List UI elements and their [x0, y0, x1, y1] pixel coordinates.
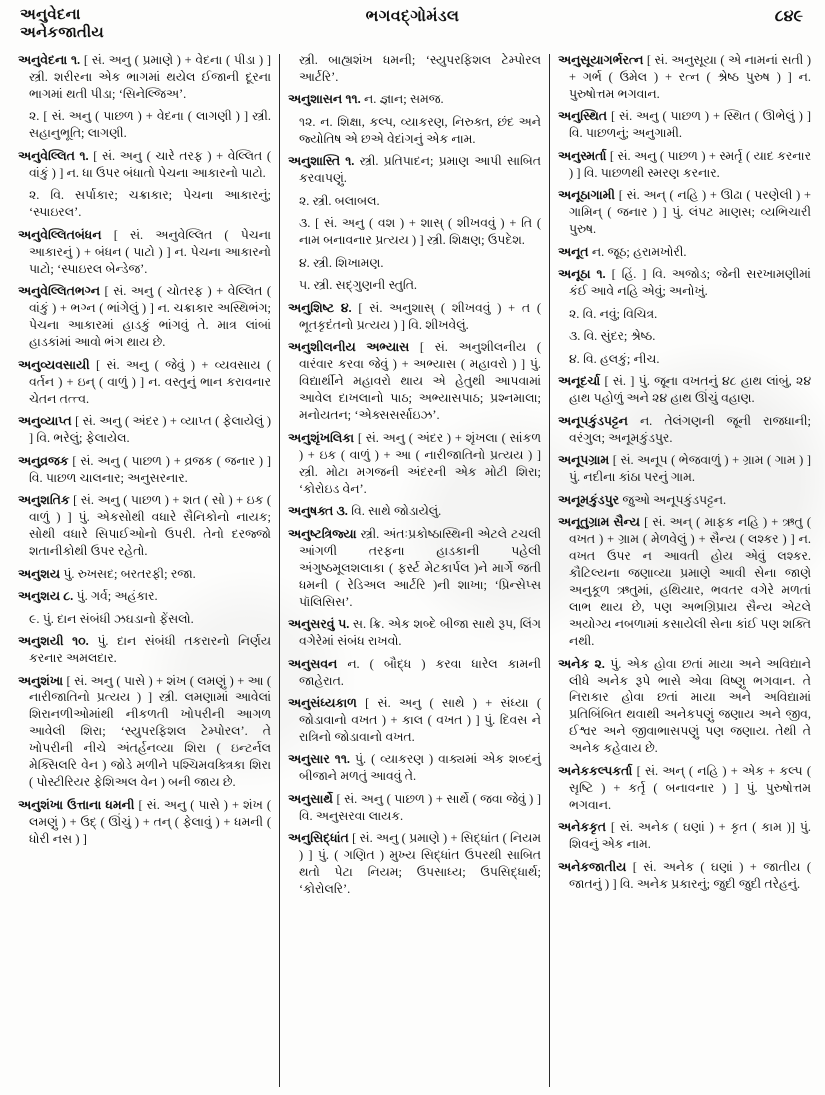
entry-definition: પું. રુખસદ; બરતરફી; રજા.: [63, 566, 196, 581]
dictionary-entry: [288, 153, 541, 187]
entry-definition: [ સં. અનુ ( જેવું ) + વ્યવસાય ( વર્તન ) + ઇન્ ( વાળું ) ] ન. વસ્તુનું ભાન કરાવનાર ચેતન તત્ત્વ.: [29, 357, 271, 406]
entry-definition: [ સં. અનુસૂયા ( એ નામનાં સતી ) + ગર્ભ ( ઉમેલ ) + રત્ન ( શ્રેષ્ઠ પુરુષ ) ] ન. પુરુષોત્તમ ભગવાન.: [569, 53, 811, 101]
entry-definition: [ સં. અનેક ( ઘણાં ) + જાતીય ( જાતનું ) ] વિ. અનેક પ્રકારનું; જુદી જુદી તરેહનું.: [569, 859, 811, 891]
dictionary-entry: [288, 114, 541, 148]
dictionary-entry: [288, 830, 541, 898]
entry-definition: ૨. [ સં. અનુ ( પાછળ ) + વેદના ( લાગણી ) ] સ્ત્રી. સહાનુભૂતિ; લાગણી.: [29, 109, 271, 141]
dictionary-entry: [558, 373, 811, 407]
entry-definition: [ સં. અનુવેલ્લિત ( પેચના આકારનું ) + બંધન ( પાટો ) ] ન. પેચના આકારનો પાટો; ‘સ્પાઇરલ બેન્ડેજ’.: [29, 227, 271, 276]
page-number: ૮૪૯: [774, 8, 803, 25]
entry-headword: અનુષક્ત ૩.: [288, 504, 348, 519]
entry-definition: [ સં. અનૂપ ( ભેજવાળું ) + ગ્રામ ( ગામ ) ] પું. નદીના કાંઠા પરનું ગામ.: [569, 453, 811, 485]
book-title: ભગવદ્ગોમંડલ: [365, 8, 460, 25]
guide-word-last: અનેકજાતીય: [20, 25, 104, 42]
dictionary-entry: [18, 453, 271, 487]
entry-headword: અનુશંખા: [18, 673, 64, 688]
entry-headword: અનુસવન: [288, 656, 338, 671]
entry-definition: [ સં. અન્ ( નહિ ) + ઊઢા ( પરણેલી ) + ગામિન્ ( જનાર ) ] પું. લંપટ માણસ; વ્યભિચારી પુરુષ.: [569, 188, 811, 237]
dictionary-entry: [288, 52, 541, 86]
dictionary-entry: [558, 413, 811, 447]
entry-definition: ૨. વિ. નવું; વિચિત્ર.: [569, 306, 658, 321]
entry-definition: જુઓ અનૂપકુંડપટ્ટન.: [622, 492, 727, 507]
dictionary-entry: [18, 283, 271, 351]
entry-headword: અનુશય: [18, 566, 61, 581]
entry-definition: [ સં. અનુ ( પ્રમાણે ) + સિદ્ધાંત ( નિયમ ) ] પું. ( ગણિત ) મુખ્ય સિદ્ધાંત ઉપરથી સાબિત થતો પેટા નિયમ; ઉપસાધ્ય; ઉપસિદ્ધાર્થ; ‘કોરોલરિ’.: [299, 831, 541, 897]
dictionary-entry: [558, 148, 811, 182]
entry-definition: [ સં. અનુ ( પાછળ ) + શત ( સો ) + ઇક ( વાળું ) ] પું. એકસોથી વધારે સૈનિકોનો નાયક; સોથી વધારે સિપાઈઓનો ઉપરી. તેનો દરજ્જો શતાનીકોથી ઉપર રહેતો.: [29, 493, 271, 559]
entry-definition: ૧૨. ન. શિક્ષા, કલ્પ, વ્યાકરણ, નિરુક્ત, છંદ અને જ્યોતિષ એ છએ વેદાંગનું એક નામ.: [299, 114, 541, 146]
entry-definition: [ સં. અનુ ( ચારે તરફ ) + વેલ્લિત ( વાંકું ) ] ન. ધા ઉપર બંધાતો પેચના આકારનો પાટો.: [29, 148, 271, 180]
dictionary-entry: [558, 492, 811, 509]
entry-definition: [ સં. અનુ ( ચોતરફ ) + વેલ્લિત ( વાંકું ) + ભગ્ન ( ભાંગેલું ) ] ન. ચક્રાકાર અસ્થિભંગ; પેચના આકારમાં હાડકું ભાંગવું તે. માત્ર લાંબાં હાડકાંમાં આવો ભંગ થાય છે.: [29, 284, 271, 350]
entry-headword: અનુવેલ્લિતબંધન: [18, 227, 102, 242]
entry-headword: અનુશાસન ૧૧.: [288, 92, 361, 107]
dictionary-entry: [288, 255, 541, 272]
dictionary-entry: [558, 244, 811, 261]
dictionary-entry: [288, 300, 541, 334]
dictionary-entry: [558, 52, 811, 103]
entry-headword: અનુસાર ૧૧.: [288, 752, 350, 767]
entry-headword: અનૂદર્ચા: [558, 374, 601, 389]
dictionary-entry: [288, 791, 541, 825]
text-columns: [14, 52, 813, 1089]
entry-headword: અનુસૂયાગર્ભરત્ન: [558, 53, 644, 67]
entry-definition: [ સં. અનેક ( ઘણાં ) + કૃત ( કામ )] પું. શિવનું એક નામ.: [569, 820, 811, 852]
entry-definition: ૩. વિ. સુંદર; શ્રેષ્ઠ.: [569, 329, 656, 344]
entry-definition: [ સં. ] પું. જૂના વખતનું ૪૮ હાથ લાંબું, ૨૪ હાથ પહોળું અને ૨૪ હાથ ઊંચું વહાણ.: [569, 374, 811, 406]
entry-headword: અનુસ્મર્તા: [558, 148, 607, 163]
entry-definition: ન. જ્ઞાન; સમજ.: [364, 92, 444, 107]
entry-definition: ૯. પું. દાન સંબંધી ઝઘડાનો ફેંસલો.: [29, 611, 194, 626]
entry-definition: [ હિં. ] વિ. અજોડ; જેની સરખામણીમાં કંઈ આવે નહિ એવું; અનોખું.: [569, 267, 811, 299]
entry-headword: અનુશાસ્તિ ૧.: [288, 154, 355, 169]
dictionary-entry: [288, 91, 541, 108]
entry-definition: [ સં. અનુ ( પાસે ) + શંખ ( લમણું ) + આ ( નારીજાતિનો પ્રત્યય ) ] સ્ત્રી. લમણામાં આવેલાં શિરાનળીઓમાંથી નીકળતી ખોપરીની આગળ આવેલી શિરા; ‘સ્યુપરફિશલ ટેમ્પોરલ’. તે ખોપરીની નીચે અંતર્હનવ્યા શિરા ( ઇન્ટર્નલ મેક્સિલરિ વેન ) જોડે મળીને પશ્ચિમવક્ત્રિકા શિરા ( પોસ્ટીરિયર ફેશિઅલ વેન ) બની જાય છે.: [29, 673, 271, 790]
dictionary-entry: [558, 351, 811, 368]
entry-definition: ૪. સ્ત્રી. શિખામણ.: [299, 255, 384, 270]
dictionary-entry: [558, 819, 811, 853]
dictionary-entry: [18, 611, 271, 628]
dictionary-entry: [558, 859, 811, 893]
dictionary-entry: [288, 616, 541, 650]
entry-headword: અનૂતુગ્રામ સૈન્ય: [558, 515, 640, 530]
dictionary-entry: [18, 52, 271, 103]
dictionary-entry: [288, 751, 541, 785]
entry-headword: અનૂઠાગામી: [558, 188, 615, 203]
entry-definition: સ્ત્રી. પ્રતિપાદન; પ્રમાણ આપી સાબિત કરવાપણું.: [299, 154, 541, 186]
entry-headword: અનૂપકુંડપટ્ટન: [558, 413, 628, 428]
column-3: [550, 52, 813, 1089]
dictionary-entry: [18, 566, 271, 583]
dictionary-entry: [558, 328, 811, 345]
entry-headword: અનુવ્યાપ્ત: [18, 414, 72, 429]
dictionary-entry: [18, 357, 271, 408]
entry-headword: અનેકજાતીય: [558, 859, 627, 874]
column-2: [280, 52, 550, 1089]
entry-definition: ન. તેલંગણની જૂની રાજધાની; વરંગુલ; અનૂમકુંડપુર.: [569, 413, 811, 445]
entry-headword: અનૂપગ્રામ: [558, 453, 610, 468]
dictionary-entry: [558, 763, 811, 814]
dictionary-entry: [288, 526, 541, 611]
dictionary-entry: [18, 413, 271, 447]
entry-headword: અનુશીલનીય અભ્યાસ: [288, 340, 410, 355]
dictionary-entry: [18, 492, 271, 560]
dictionary-entry: [288, 695, 541, 746]
entry-headword: અનુશય ૮.: [18, 589, 74, 604]
dictionary-entry: [288, 656, 541, 690]
entry-definition: ૪. વિ. હલકું; નીચ.: [569, 351, 660, 366]
entry-headword: અનુસંધ્યકાળ: [288, 695, 357, 710]
entry-headword: અનુશતિક: [18, 493, 70, 508]
entry-definition: ન. ( બૌદ્ધ ) કરવા ધારેલ કામની જાહેરાત.: [299, 656, 541, 688]
entry-definition: [ સં. અનુ ( અંદર ) + વ્યાપ્ત ( ફેલાયેલું ) ] વિ. ભરેલું; ફેલાયેલ.: [29, 414, 271, 446]
dictionary-entry: [18, 227, 271, 278]
entry-definition: [ સં. અનુશીલનીય ( વારંવાર કરવા જેવું ) + અભ્યાસ ( મહાવરો ) ] પું. વિદ્યાર્થીને મહાવરો થાય એ હેતુથી આપવામાં આવેલ દાખલાનો પાઠ; અભ્યાસપાઠ; પ્રશ્નમાલા; મનોયતન; ‘એક્સસર્સાઇઝ’.: [299, 340, 541, 423]
entry-definition: પું. દાન સંબંધી તકરારનો નિર્ણય કરનાર અમલદાર.: [29, 634, 271, 666]
dictionary-entry: [18, 588, 271, 605]
entry-headword: અનુશંખા ઉત્તાના ધમની: [18, 797, 135, 812]
dictionary-entry: [288, 430, 541, 498]
entry-definition: [ સં. અનુશાસ્ ( શીખવવું ) + ત ( ભૂતકૃદંતનો પ્રત્યય ) ] વિ. શીખવેલું.: [299, 300, 541, 332]
dictionary-entry: [558, 266, 811, 300]
entry-headword: અનૂત: [558, 244, 589, 259]
dictionary-entry: [288, 215, 541, 249]
dictionary-entry: [558, 306, 811, 323]
entry-headword: અનુવેલ્લિતભગ્ન: [18, 284, 100, 299]
column-1: [14, 52, 280, 1089]
dictionary-entry: [288, 277, 541, 294]
entry-definition: ૫. સ્ત્રી. સદ્‌ગુણની સ્તુતિ.: [299, 278, 418, 293]
entry-definition: વિ. સાથે જોડાયેલું.: [351, 504, 442, 519]
entry-headword: અનુષ્ટત્રિજ્યા: [288, 526, 357, 541]
entry-headword: અનુસિદ્ધાંત: [288, 831, 349, 846]
dictionary-entry: [558, 656, 811, 758]
entry-definition: [ સં. અનુ ( પ્રમાણે ) + વેદના ( પીડા ) ] સ્ત્રી. શરીરના એક ભાગમાં થયેલ ઈજાની દૂરના ભાગમાં થતી પીડા; ‘સિનેલ્જિઅ’.: [29, 53, 272, 101]
entry-definition: પું. ગર્વ; અહંકાર.: [76, 589, 158, 604]
entry-headword: અનુશિષ્ટ ૪.: [288, 300, 352, 315]
page-header: [14, 6, 811, 52]
entry-definition: [ સં. અનુ ( પાછળ ) + વ્રજક ( જનાર ) ] વિ. પાછળ ચાલનાર; અનુસરનાર.: [29, 453, 271, 485]
entry-definition: પું. એક હોવા છતાં માયા અને અવિદ્યાને લીધે અનેક રૂપે ભાસે એવા વિષ્ણુ ભગવાન. તે નિરાકાર હોવા છતાં માયા અને અવિદ્યામાં પ્રતિબિંબિત થવાથી અનેકપણું જણાય અને જીવ, ઈશ્વર અને જીવાભાસપણું પણ જણાય. તેથી તે અનેક કહેવાય છે.: [569, 656, 811, 756]
entry-headword: અનુવેદના ૧.: [18, 53, 81, 67]
dictionary-entry: [18, 108, 271, 142]
entry-definition: સ્ત્રી. અંતઃપ્રકોષ્ઠાસ્થિની એટલે ટચલી આંગળી તરફના હાડકાની પહેલી અંગુષ્ઠમૂલશલાકા ( ફર્સ્ટ મેટકાર્પલ )ને માર્ગે જતી ધમની ( રેડિઅલ આર્ટરિ )ની શાખા; ‘પ્રિન્સેપ્સ પૉલિસિસ’.: [299, 526, 541, 609]
entry-definition: ૩. [ સં. અનુ ( વશ ) + શાસ્ ( શીખવવું ) + તિ ( નામ બનાવનાર પ્રત્યય ) ] સ્ત્રી. શિક્ષણ; ઉપદેશ.: [299, 216, 541, 248]
entry-headword: અનુવ્રજક: [18, 453, 69, 468]
entry-definition: [ સં. અન્ ( નહિ ) + એક + કલ્પ ( સૃષ્ટિ ) + કર્તૃ ( બનાવનાર ) ] પું. પુરુષોત્તમ ભગવાન.: [569, 763, 811, 812]
entry-headword: અનુશયી ૧૦.: [18, 634, 89, 649]
dictionary-entry: [18, 148, 271, 182]
entry-definition: [ સં. અનુ ( સાથે ) + સંધ્યા ( જોડાવાનો વખત ) + કાલ ( વખત ) ] પું. દિવસ ને રાત્રિનો જોડાવાનો વખત.: [299, 695, 541, 744]
entry-definition: સ. ક્રિ. એક શબ્દે બીજા સાથે રૂપ, લિંગ વગેરેમાં સંબંધ રાખવો.: [299, 617, 541, 649]
entry-definition: [ સં. અનુ ( પાસે ) + શંખ ( લમણું ) + ઉદ્ ( ઊંચું ) + તન્ ( ફેલાવું ) + ધમની ( ધોરી નસ ) ]: [29, 797, 271, 846]
entry-headword: અનેકકલ્પકર્તા: [558, 763, 633, 778]
dictionary-entry: [18, 187, 271, 221]
entry-headword: અનૂઠા ૧.: [558, 267, 606, 282]
dictionary-entry: [18, 633, 271, 667]
entry-definition: પું. ( વ્યાકરણ ) વાક્યમાં એક શબ્દનું બીજાને મળતું આવવું તે.: [299, 752, 541, 784]
dictionary-entry: [18, 673, 271, 792]
entry-definition: ૨. વિ. સર્પાકાર; ચક્રાકાર; પેચના આકારનું; ‘સ્પાઇરલ’.: [29, 188, 271, 220]
dictionary-entry: [18, 797, 271, 848]
entry-headword: અનુસરવું ૫.: [288, 617, 350, 632]
entry-definition: [ સં. અન્ ( માફક નહિ ) + ઋતુ ( વખત ) + ગ્રામ ( મેળવેલું ) + સૈન્ય ( લશ્કર ) ] ન. વખત ઉપર ન આવતી હોય એવું લશ્કર. કૌટિલ્યના જણાવ્યા પ્રમાણે આવી સેના જાણે અનુકૂળ ઋતુમાં, હથિયાર, ભવતર વગેરે મળતાં લાભ થાય છે, પણ અભગ્રિપ્રાય સૈન્ય એટલે અયોગ્ય નબળામાં કસાયેલી સેના કાંઈ પણ શક્તિ નથી.: [569, 515, 811, 649]
entry-headword: અનૂમકુંડપુર: [558, 492, 620, 507]
dictionary-entry: [558, 514, 811, 650]
entry-headword: અનુશૃંખલિકા: [288, 430, 354, 445]
entry-definition: [ સં. અનુ ( પાછળ ) + સ્મર્તૃ ( યાદ કરનાર ) ] વિ. પાછળથી સ્મરણ કરનાર.: [569, 148, 811, 180]
entry-definition: [ સં. અનુ ( પાછળ ) + સાર્થે ( જવા જેવું ) ] વિ. અનુસરવા લાયક.: [299, 791, 541, 823]
guide-word-first: અનુવેદના: [20, 7, 81, 23]
dictionary-entry: [558, 187, 811, 238]
entry-headword: અનેક ૨.: [558, 656, 605, 671]
entry-definition: સ્ત્રી. બાહ્યશંખ ધમની; ‘સ્યુપરફિશલ ટેમ્પોરલ આર્ટરિ’.: [299, 53, 541, 84]
entry-headword: અનુવેલ્લિત ૧.: [18, 148, 89, 163]
dictionary-entry: [558, 452, 811, 486]
entry-headword: અનુસાર્થે: [288, 791, 333, 806]
dictionary-entry: [288, 193, 541, 210]
dictionary-entry: [288, 339, 541, 424]
entry-definition: [ સં. અનુ ( અંદર ) + શૃંખલા ( સાંકળ ) + ઇક ( વાળું ) + આ ( નારીજાતિનો પ્રત્યય ) ] સ્ત્રી. મોટા મગજની અંદરની એક મોટી શિરા; ‘કોરોઇડ વેન’.: [299, 430, 541, 496]
entry-headword: અનેકકૃત: [558, 820, 607, 835]
entry-definition: ન. જૂઠ; હરામખોરી.: [591, 244, 687, 259]
entry-definition: [ સં. અનુ ( પાછળ ) + સ્થિત ( ઊભેલું ) ] વિ. પાછળનું; અનુગામી.: [569, 109, 811, 141]
dictionary-entry: [288, 503, 541, 520]
dictionary-entry: [558, 108, 811, 142]
entry-definition: ૨. સ્ત્રી. બલાબલ.: [299, 193, 380, 208]
entry-headword: અનુસ્થિત: [558, 109, 607, 124]
entry-headword: અનુવ્યવસાયી: [18, 357, 90, 372]
